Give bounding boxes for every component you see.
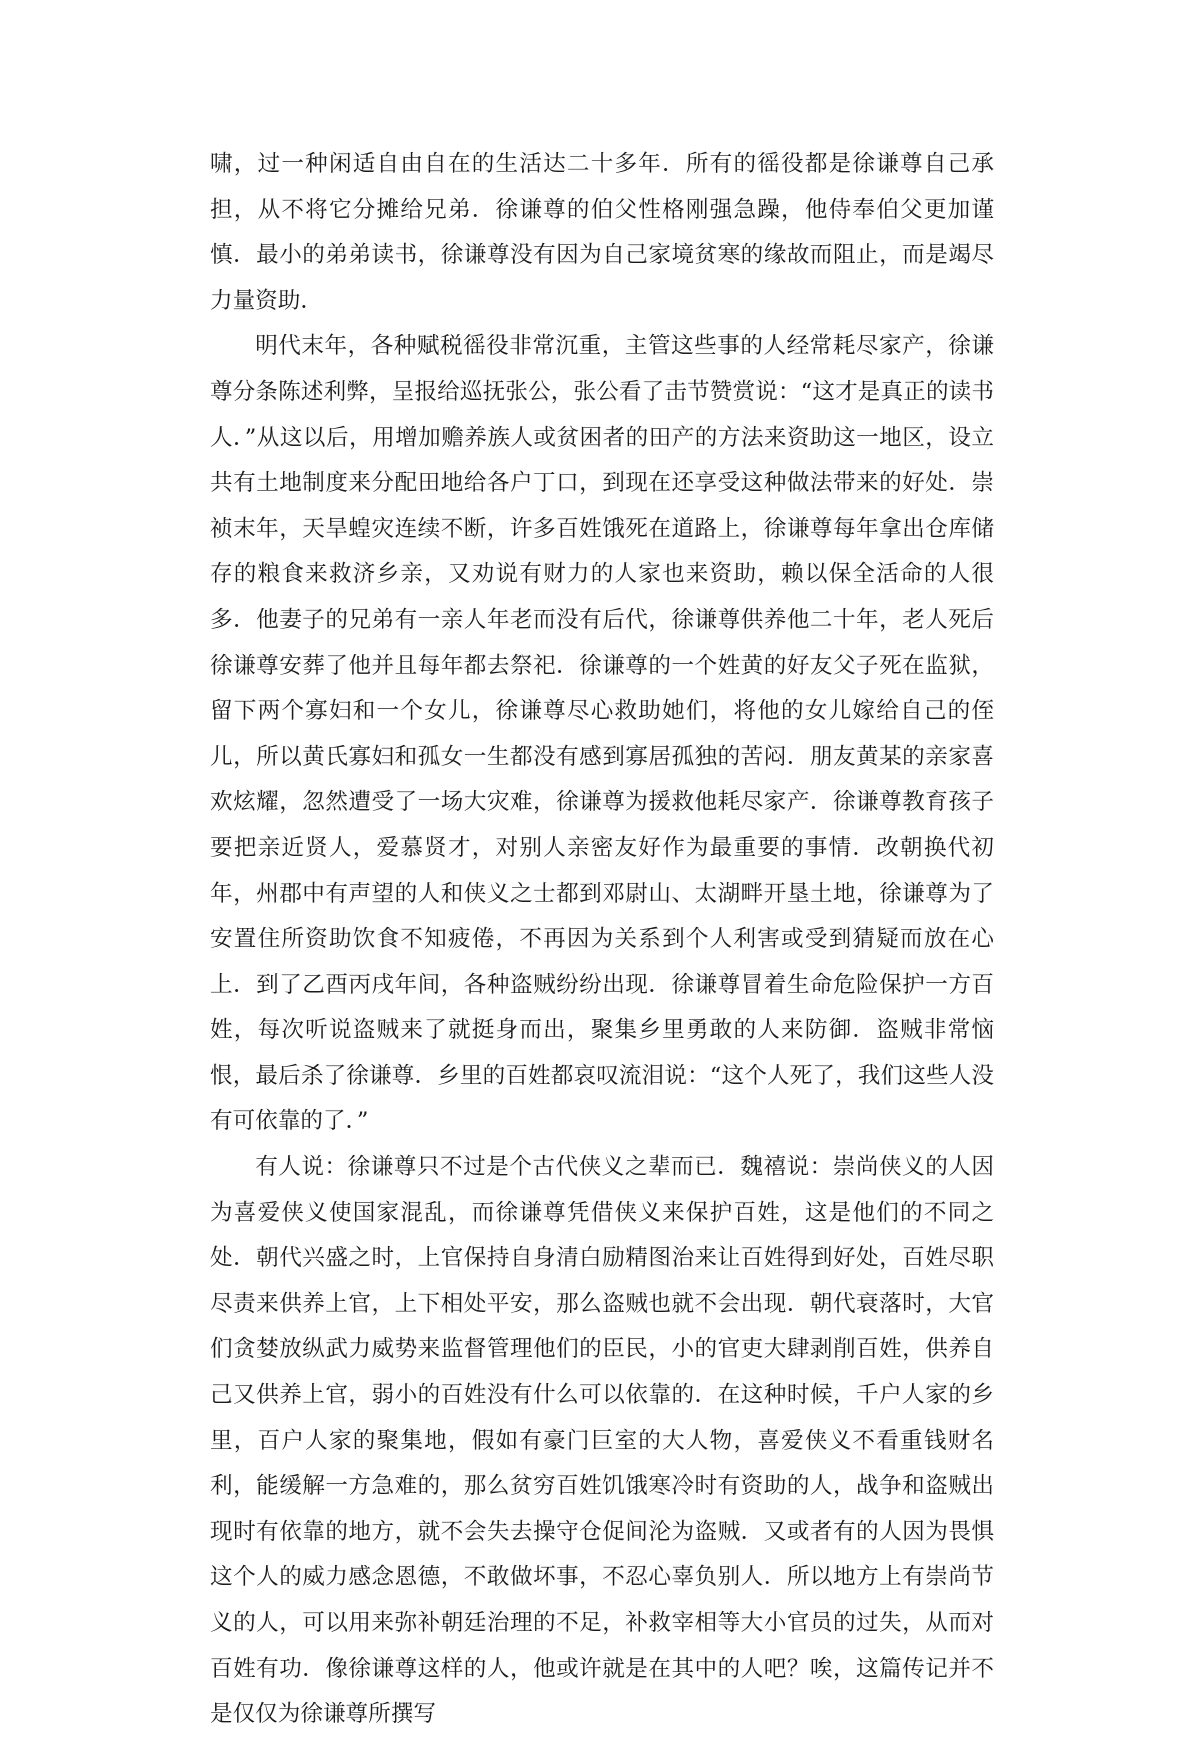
paragraph-3: 有人说：徐谦尊只不过是个古代侠义之辈而已．魏禧说：崇尚侠义的人因为喜爱侠义使国家混乱，而徐谦尊凭借侠义来保护百姓，这是他们的不同之处．朝代兴盛之时，上官保持自身清白励精图治来让百姓得到好处，百姓尽职尽责来供养上官，上下相处平安，那么盗贼也就不会出现．朝代衰落时，大官们贪婪放纵武力威势来监督管理他们的臣民，小的官吏大肆剥削百姓，供养自己又供养上官，弱小的百姓没有什么可以依靠的．在这种时候，千户人家的乡里，百户人家的聚集地，假如有豪门巨室的大人物，喜爱侠义不看重钱财名利，能缓解一方急难的，那么贫穷百姓饥饿寒冷时有资助的人，战争和盗贼出现时有依靠的地方，就不会失去操守仓促间沦为盗贼．又或者有的人因为畏惧这个人的威力感念恩德，不敢做坏事，不忍心辜负别人．所以地方上有崇尚节义的人，可以用来弥补朝廷治理的不足，补救宰相等大小官员的过失，从而对百姓有功．像徐谦尊这样的人，他或许就是在其中的人吧？唉，这篇传记并不是仅仅为徐谦尊所撰写: [210, 1154, 994, 1728]
document-body: [210, 142, 994, 1738]
paragraph-1: 啸，过一种闲适自由自在的生活达二十多年．所有的徭役都是徐谦尊自己承担，从不将它分摊给兄弟．徐谦尊的伯父性格刚强急躁，他侍奉伯父更加谨慎．最小的弟弟读书，徐谦尊没有因为自己家境贫寒的缘故而阻止，而是竭尽力量资助．: [210, 151, 994, 314]
paragraph-2: 明代末年，各种赋税徭役非常沉重，主管这些事的人经常耗尽家产，徐谦尊分条陈述利弊，呈报给巡抚张公，张公看了击节赞赏说：“这才是真正的读书人．”从这以后，用增加赡养族人或贫困者的田产的方法来资助这一地区，设立共有土地制度来分配田地给各户丁口，到现在还享受这种做法带来的好处．崇祯末年，天旱蝗灾连续不断，许多百姓饿死在道路上，徐谦尊每年拿出仓库储存的粮食来救济乡亲，又劝说有财力的人家也来资助，赖以保全活命的人很多．他妻子的兄弟有一亲人年老而没有后代，徐谦尊供养他二十年，老人死后徐谦尊安葬了他并且每年都去祭祀．徐谦尊的一个姓黄的好友父子死在监狱，留下两个寡妇和一个女儿，徐谦尊尽心救助她们，将他的女儿嫁给自己的侄儿，所以黄氏寡妇和孤女一生都没有感到寡居孤独的苦闷．朋友黄某的亲家喜欢炫耀，忽然遭受了一场大灾难，徐谦尊为援救他耗尽家产．徐谦尊教育孩子要把亲近贤人，爱慕贤才，对别人亲密友好作为最重要的事情．改朝换代初年，州郡中有声望的人和侠义之士都到邓尉山、太湖畔开垦土地，徐谦尊为了安置住所资助饮食不知疲倦，不再因为关系到个人利害或受到猜疑而放在心上．到了乙酉丙戌年间，各种盗贼纷纷出现．徐谦尊冒着生命危险保护一方百姓，每次听说盗贼来了就挺身而出，聚集乡里勇敢的人来防御．盗贼非常恼恨，最后杀了徐谦尊．乡里的百姓都哀叹流泪说：“这个人死了，我们这些人没有可依靠的了．”: [210, 333, 994, 1135]
